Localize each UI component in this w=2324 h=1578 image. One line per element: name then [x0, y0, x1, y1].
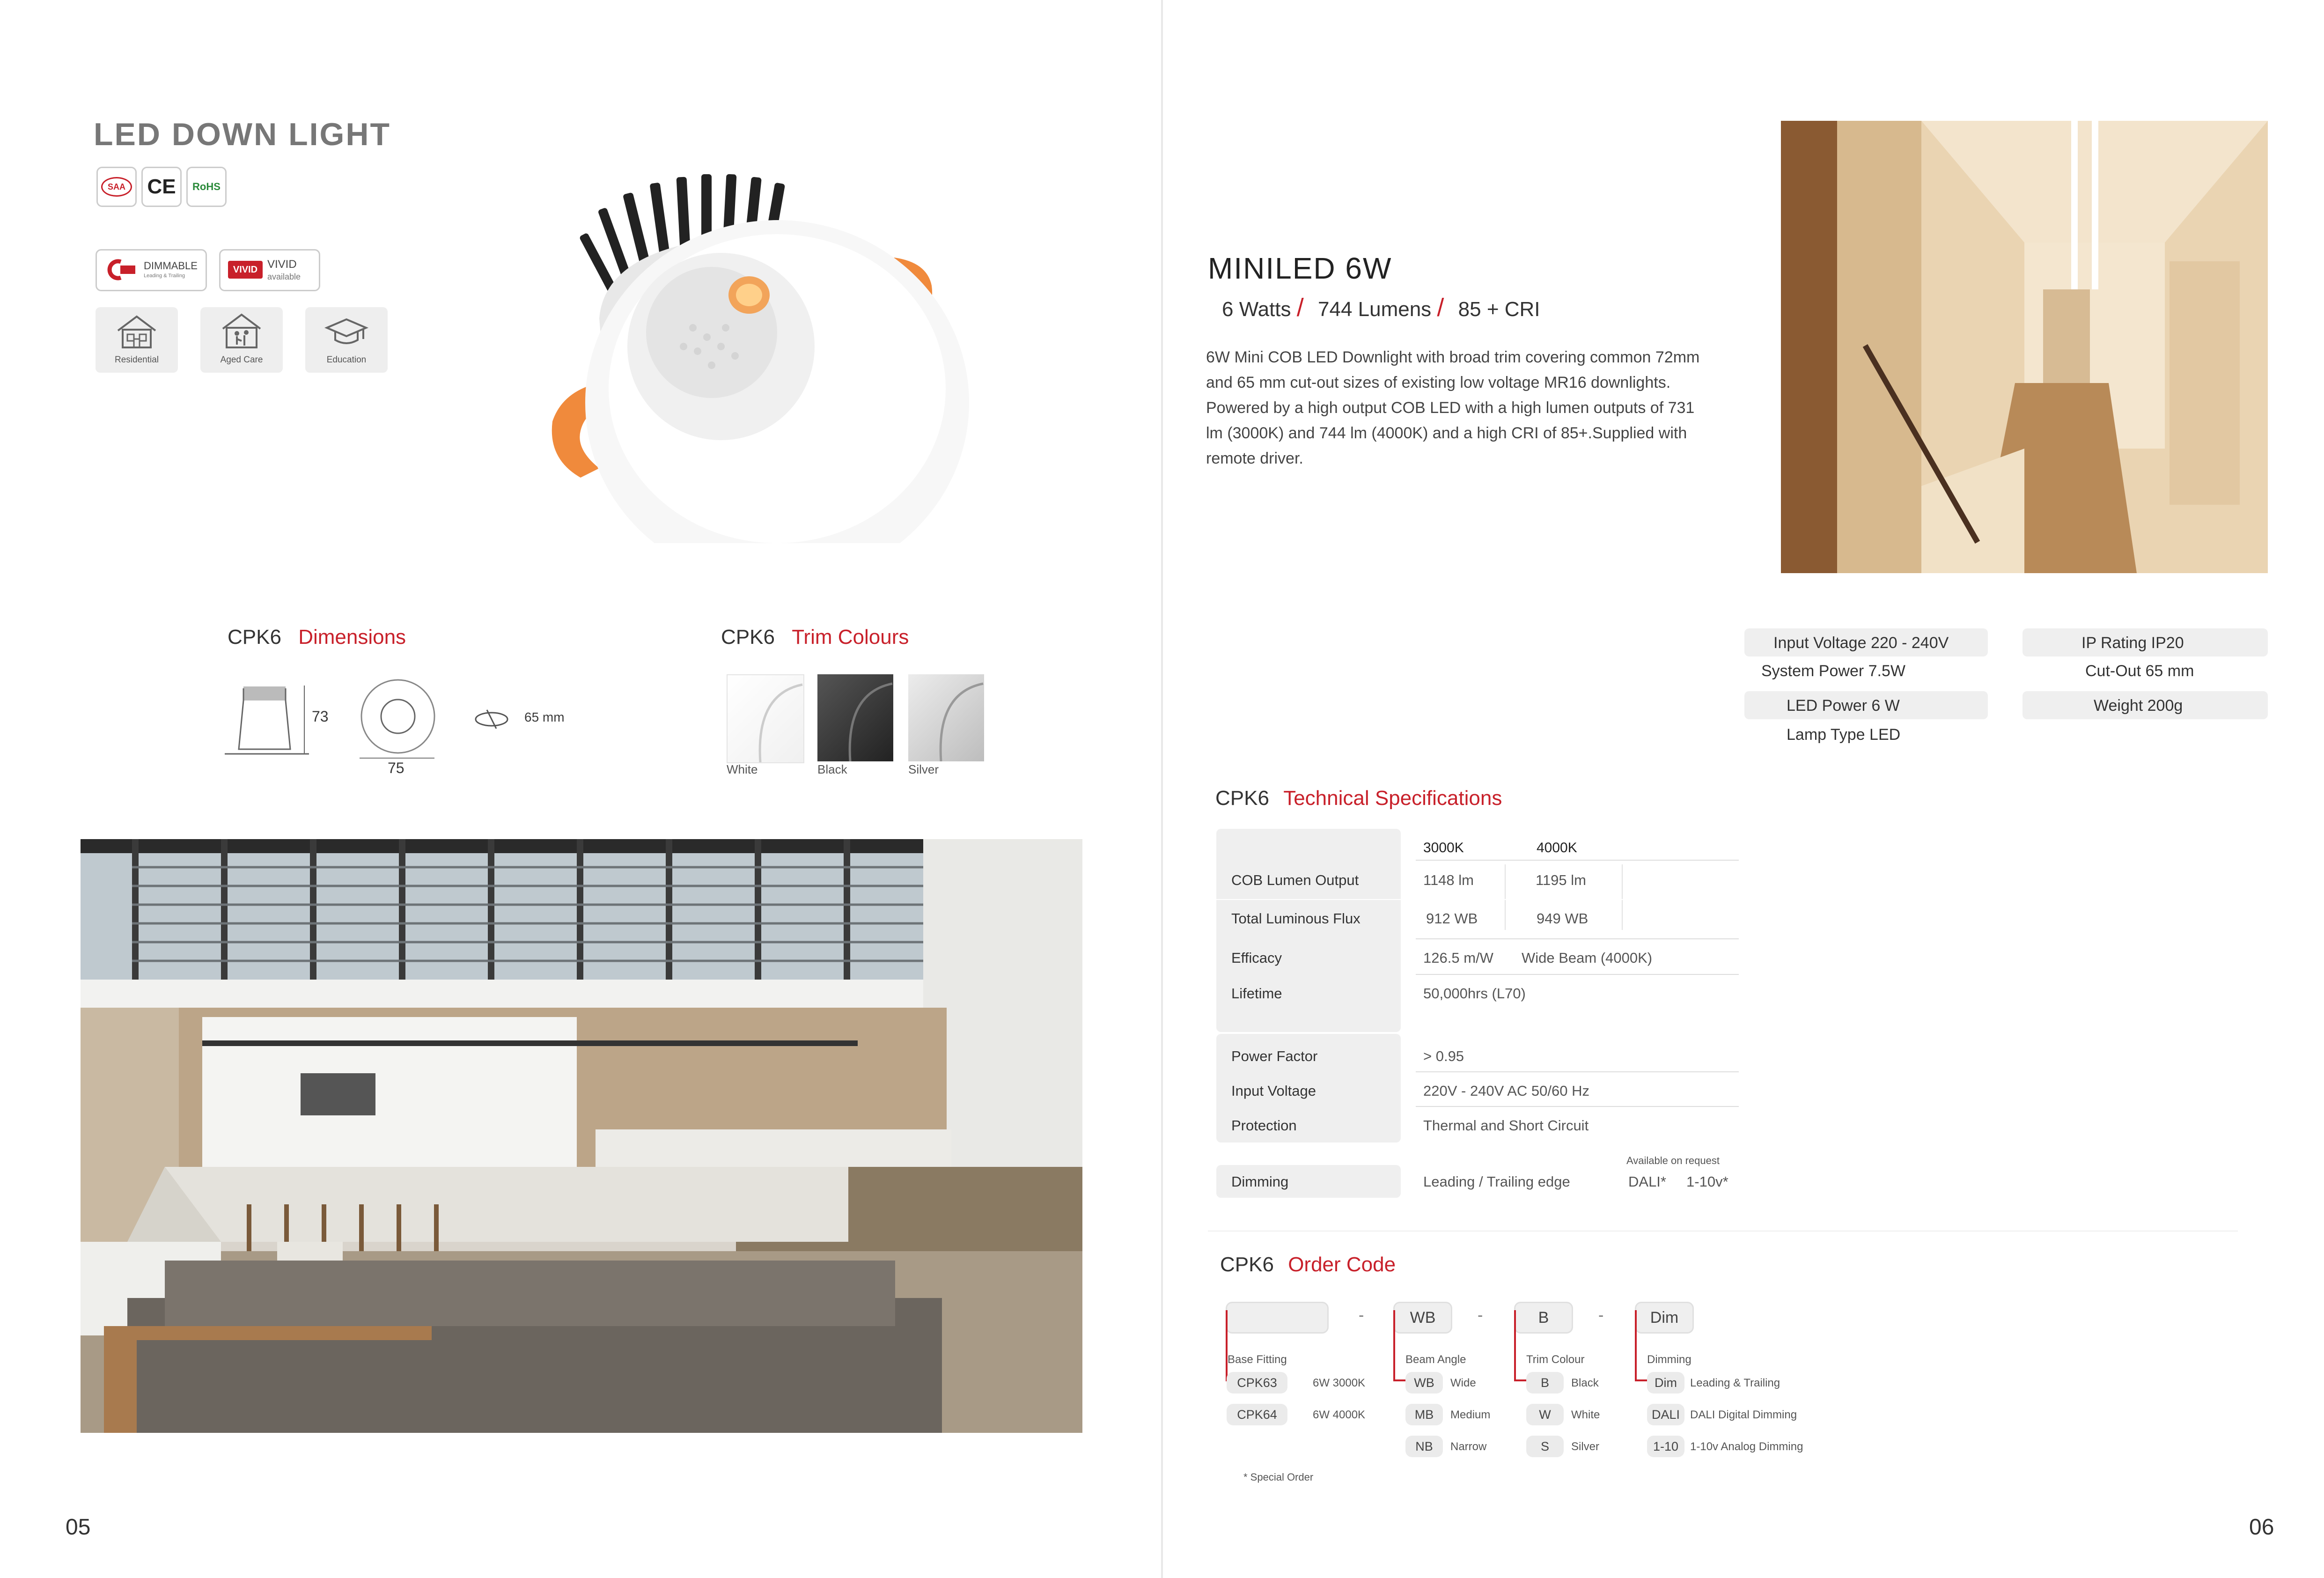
vivid-logo: VIVID: [228, 261, 263, 279]
cutout-icon: [473, 707, 510, 730]
group-title-trim: Trim Colour: [1526, 1353, 1585, 1366]
hallway-photo: [1781, 121, 2268, 573]
spec-ip-rating-text: IP Rating IP20: [2081, 634, 2184, 652]
dimensions-heading: [228, 626, 406, 649]
product-watts: 6 Watts: [1222, 298, 1291, 321]
code-chip: WB: [1405, 1372, 1443, 1394]
group-title-beam: Beam Angle: [1405, 1353, 1466, 1366]
row-value-3000k: 1148 lm: [1423, 872, 1474, 888]
col-3000k: 3000K: [1423, 840, 1464, 855]
dimmable-label: DIMMABLE: [144, 260, 198, 272]
trim-swatch-white-curve: [728, 675, 803, 762]
code-chip: S: [1526, 1436, 1564, 1457]
left-page: [0, 0, 1161, 1578]
order-model: CPK6: [1220, 1253, 1274, 1276]
bracket-line: [1514, 1310, 1516, 1381]
ce-cert-icon: CE: [141, 167, 182, 207]
separator: /: [1437, 294, 1444, 322]
row-value: Leading / Trailing edge: [1423, 1173, 1570, 1190]
order-dash: -: [1359, 1306, 1364, 1324]
house-icon: [113, 313, 160, 349]
living-room-illustration: [81, 839, 1082, 1433]
row-label: Total Luminous Flux: [1231, 910, 1361, 927]
code-chip: DALI: [1647, 1404, 1684, 1425]
vivid-badge: [219, 249, 320, 291]
row-value: Thermal and Short Circuit: [1423, 1117, 1589, 1134]
code-desc: 1-10v Analog Dimming: [1690, 1440, 1803, 1453]
trim-model: CPK6: [721, 626, 775, 649]
row-label: Lifetime: [1231, 985, 1282, 1002]
order-box-base: [1226, 1302, 1329, 1334]
page-number-left: 05: [66, 1515, 91, 1540]
code-chip: W: [1526, 1404, 1564, 1425]
description-line: 6W Mini COB LED Downlight with broad trim covering common 72mm: [1206, 348, 1700, 366]
saa-cert-icon: [96, 167, 137, 207]
trim-label: Trim Colours: [792, 626, 909, 649]
description-line: remote driver.: [1206, 450, 1303, 467]
table-rule: [1416, 1071, 1739, 1072]
code-desc: Black: [1571, 1377, 1599, 1389]
spec-weight-text: Weight 200g: [2094, 697, 2183, 715]
tech-specs-heading: [1215, 787, 1502, 810]
row-value-3000k: 126.5 m/W: [1423, 950, 1493, 966]
code-chip: 1-10: [1647, 1436, 1684, 1457]
trim-swatch-black-curve: [817, 674, 893, 761]
product-subheading: [1222, 293, 1540, 322]
trim-swatch-silver: [908, 674, 984, 761]
row-label: Efficacy: [1231, 950, 1282, 966]
spec-lamp-type: Lamp Type LED: [1787, 726, 1901, 744]
special-order-note: * Special Order: [1243, 1471, 1314, 1483]
col-4000k: 4000K: [1537, 840, 1577, 855]
code-desc: Leading & Trailing: [1690, 1377, 1780, 1389]
dimension-width-line: [360, 758, 434, 759]
row-value-3000k: 912 WB: [1426, 910, 1478, 927]
spec-input-voltage: [1744, 628, 1988, 656]
bracket-line: [1393, 1310, 1395, 1381]
application-label: Education: [326, 355, 367, 365]
row-label: Input Voltage: [1231, 1083, 1316, 1099]
code-chip: CPK64: [1227, 1404, 1287, 1425]
spec-weight: [2022, 691, 2268, 719]
page-number-right: 06: [2249, 1515, 2274, 1540]
trim-heading: [721, 626, 909, 649]
right-page: [1163, 0, 2324, 1578]
downlight-product-image: [534, 140, 1011, 543]
column-rule: [1505, 864, 1506, 930]
application-residential: [96, 307, 178, 373]
code-chip: B: [1526, 1372, 1564, 1394]
vivid-sub: available: [267, 272, 301, 281]
description-line: and 65 mm cut-out sizes of existing low voltage MR16 downlights.: [1206, 374, 1671, 391]
hallway-illustration: [1781, 121, 2268, 573]
table-rule: [1416, 1106, 1739, 1107]
spec-led-power: [1744, 691, 1988, 719]
dimmable-sub: Leading & Trailing: [144, 273, 185, 279]
code-desc: Medium: [1450, 1408, 1491, 1421]
table-rule: [1416, 938, 1739, 939]
trim-swatch-black: [817, 674, 893, 761]
order-code-heading: [1220, 1253, 1396, 1276]
page-title: LED DOWN LIGHT: [94, 117, 391, 152]
living-room-photo: [81, 839, 1082, 1433]
separator: /: [1296, 294, 1304, 322]
trim-label-white: White: [727, 762, 758, 776]
saa-text: SAA: [101, 177, 132, 197]
order-dash: -: [1598, 1306, 1604, 1324]
row-value: > 0.95: [1423, 1048, 1464, 1064]
graduation-cap-icon: [323, 314, 370, 349]
row-label: Protection: [1231, 1117, 1297, 1134]
order-box-dimming: Dim: [1635, 1302, 1694, 1334]
spec-led-power-text: LED Power 6 W: [1787, 697, 1900, 715]
product-name: MINILED 6W: [1208, 251, 1392, 285]
product-description: [1206, 345, 1744, 471]
application-label: Aged Care: [220, 355, 263, 365]
code-chip: CPK63: [1227, 1372, 1287, 1394]
group-title-dimming: Dimming: [1647, 1353, 1692, 1366]
row-label: Dimming: [1231, 1173, 1289, 1190]
application-label: Residential: [115, 355, 159, 365]
order-label: Order Code: [1288, 1253, 1396, 1276]
row-value-4000k: Wide Beam (4000K): [1522, 950, 1653, 966]
spec-system-power: System Power 7.5W: [1761, 662, 1905, 680]
code-desc: 6W 4000K: [1313, 1408, 1366, 1421]
bracket-line: [1226, 1310, 1228, 1381]
code-chip: MB: [1405, 1404, 1443, 1425]
spec-ip-rating: [2022, 628, 2268, 656]
table-rule: [1416, 860, 1739, 861]
row-value-4000k: 1195 lm: [1536, 872, 1586, 888]
spec-input-voltage-text: Input Voltage 220 - 240V: [1773, 634, 1949, 652]
care-home-icon: [218, 312, 265, 349]
order-dash: -: [1478, 1306, 1483, 1324]
code-desc: DALI Digital Dimming: [1690, 1408, 1797, 1421]
row-value-4000k: 949 WB: [1537, 910, 1589, 927]
dimension-width: 75: [388, 760, 404, 776]
dimensions-label: Dimensions: [298, 626, 406, 649]
code-chip: NB: [1405, 1436, 1443, 1457]
trim-label-black: Black: [817, 762, 847, 776]
code-desc: Narrow: [1450, 1440, 1487, 1453]
row-label: Power Factor: [1231, 1048, 1318, 1064]
column-rule: [1622, 864, 1623, 930]
code-desc: Silver: [1571, 1440, 1600, 1453]
row-value-options: DALI* 1-10v*: [1628, 1173, 1728, 1190]
tech-model: CPK6: [1215, 787, 1269, 810]
row-label: COB Lumen Output: [1231, 872, 1359, 888]
table-rule: [1216, 899, 1739, 900]
trim-label-silver: Silver: [908, 762, 939, 776]
code-chip: Dim: [1647, 1372, 1684, 1394]
bracket-line: [1635, 1310, 1637, 1381]
side-profile-drawing: [220, 684, 314, 759]
code-desc: Wide: [1450, 1377, 1476, 1389]
table-rule: [1416, 974, 1739, 975]
availability-note: Available on request: [1626, 1155, 1720, 1166]
vivid-label: VIVID: [267, 258, 297, 271]
order-box-beam: WB: [1393, 1302, 1452, 1334]
dimmable-badge: [96, 249, 207, 291]
dimension-height: 73: [312, 708, 329, 725]
row-value: 220V - 240V AC 50/60 Hz: [1423, 1083, 1590, 1099]
trim-swatch-white: [727, 674, 804, 763]
application-education: [305, 307, 388, 373]
dimmable-icon: [104, 258, 137, 281]
front-view-drawing: [356, 674, 440, 759]
product-lumens: 744 Lumens: [1318, 298, 1432, 321]
code-desc: White: [1571, 1408, 1600, 1421]
dimension-cutout: 65 mm: [524, 710, 565, 724]
dimensions-model: CPK6: [228, 626, 281, 649]
row-value: 50,000hrs (L70): [1423, 985, 1526, 1002]
description-line: lm (3000K) and 744 lm (4000K) and a high CRI of 85+.Supplied with: [1206, 424, 1687, 442]
application-aged-care: [200, 307, 283, 373]
spec-cutout: Cut-Out 65 mm: [2085, 662, 2194, 680]
trim-swatch-silver-curve: [908, 674, 984, 761]
rohs-cert-icon: RoHS: [186, 167, 227, 207]
group-title-base: Base Fitting: [1228, 1353, 1287, 1366]
description-line: Powered by a high output COB LED with a high lumen outputs of 731: [1206, 399, 1695, 417]
code-desc: 6W 3000K: [1313, 1377, 1366, 1389]
tech-label: Technical Specifications: [1283, 787, 1502, 810]
product-cri: 85 + CRI: [1458, 298, 1540, 321]
order-box-trim: B: [1514, 1302, 1573, 1334]
